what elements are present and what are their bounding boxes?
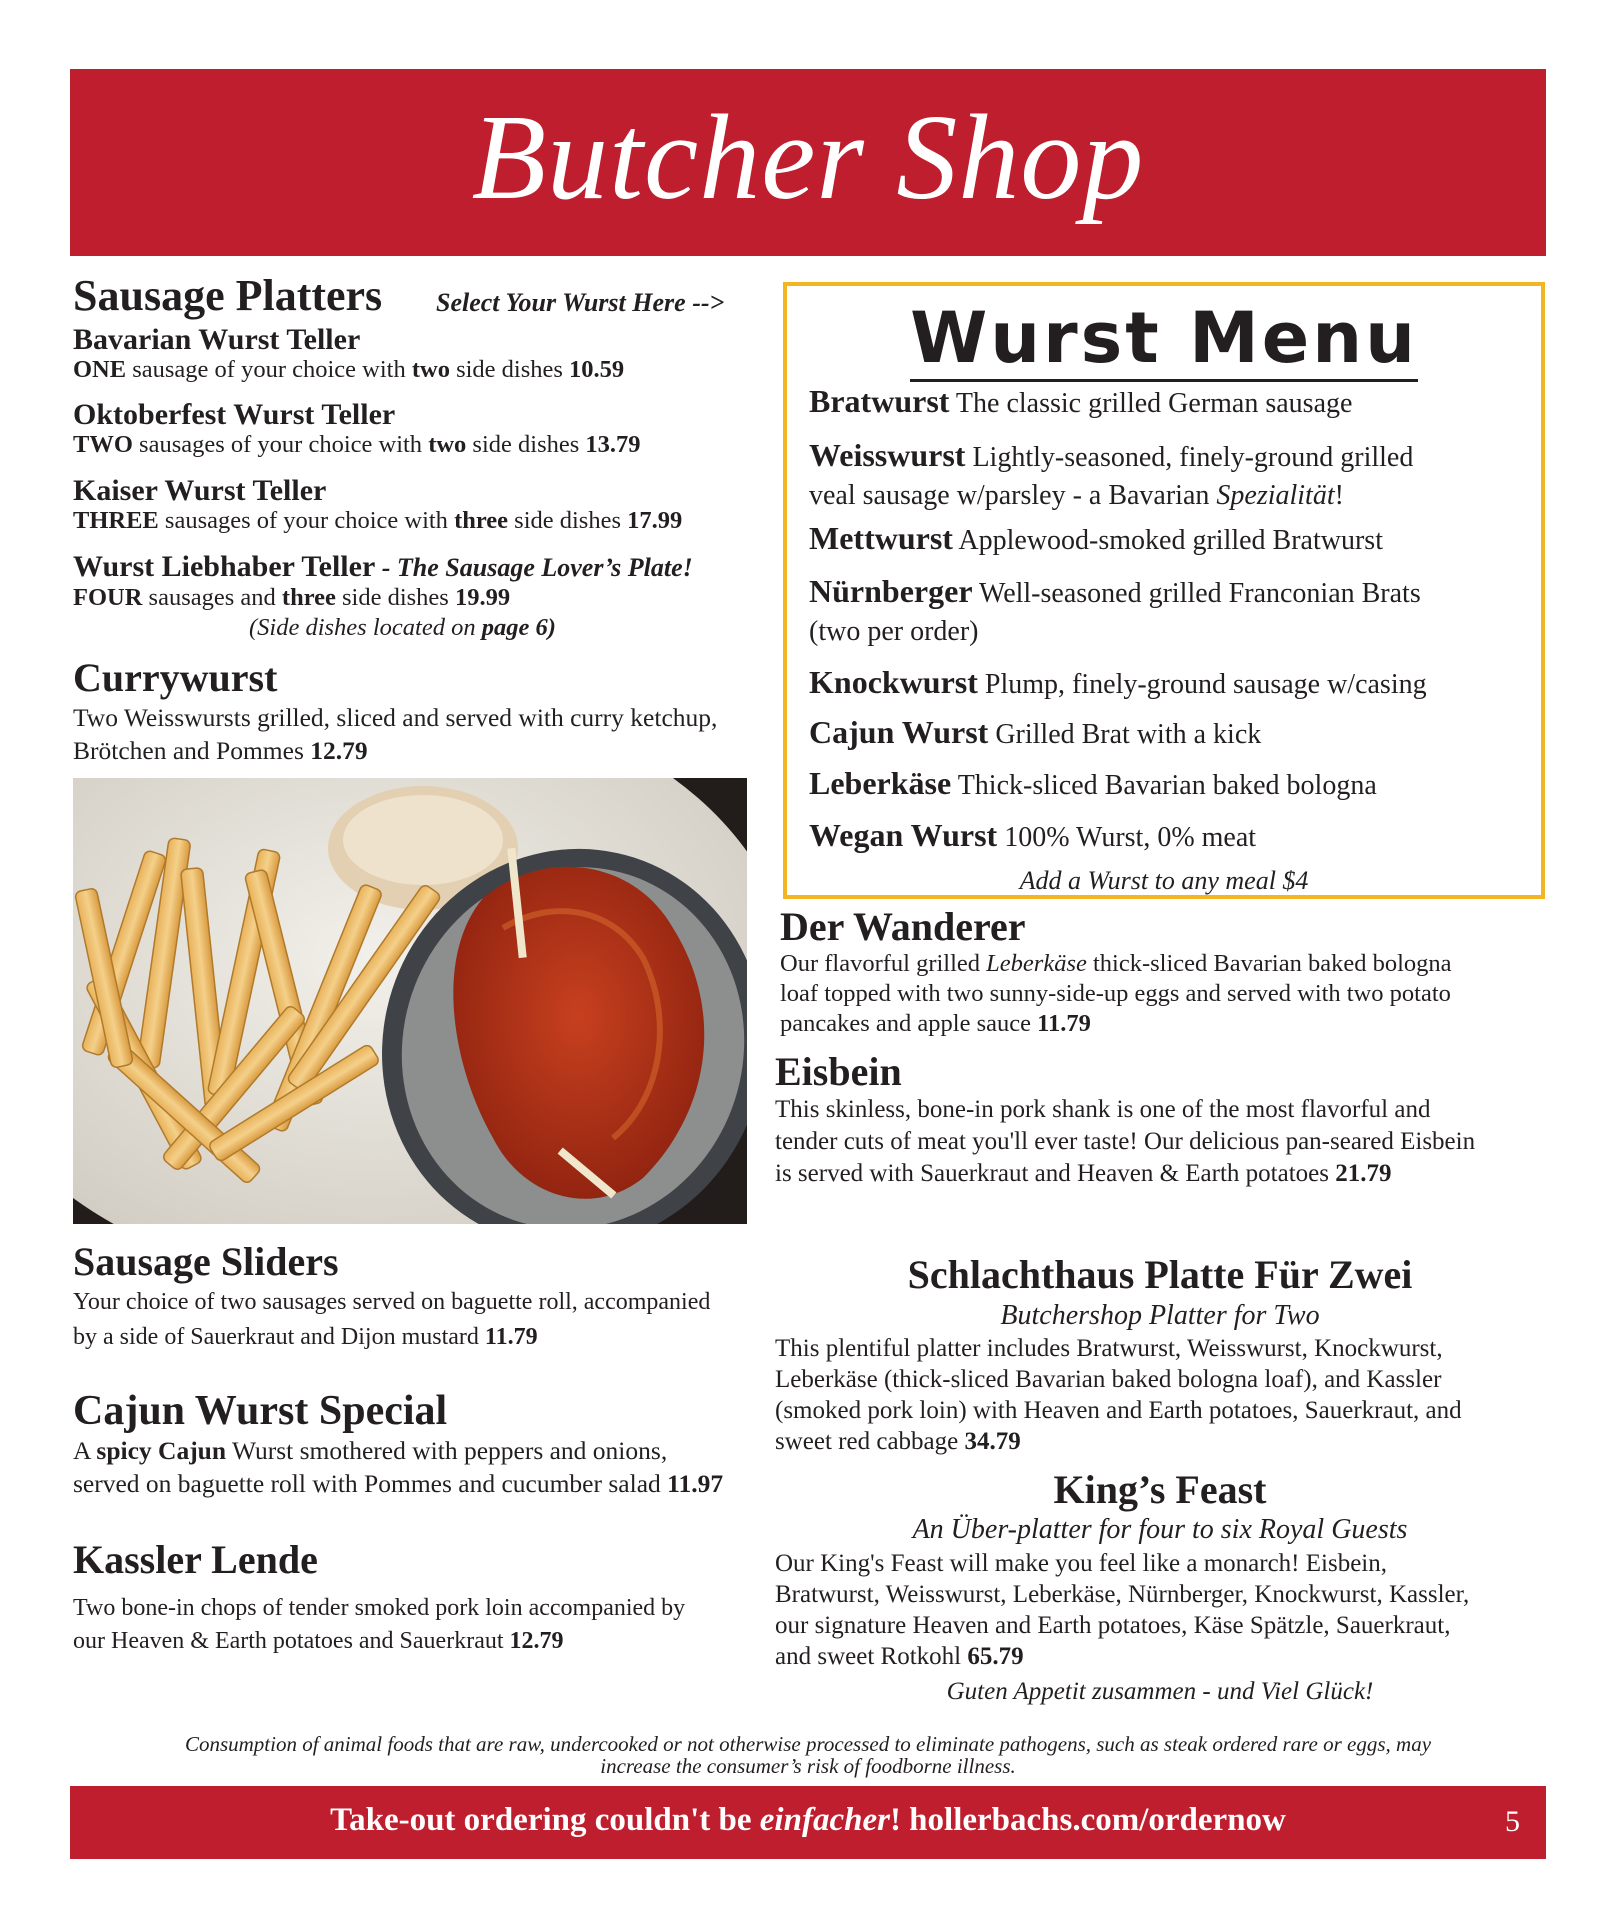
cajun-special-section [73, 1388, 793, 1500]
schlachthaus-section [775, 1253, 1545, 1457]
footer-text-italic: einfacher [759, 1802, 890, 1838]
wurst-desc: The classic grilled German sausage [949, 388, 1353, 419]
kassler-title: Kassler Lende [73, 1537, 318, 1582]
kings-subtitle: An Über-platter for four to six Royal Guests [912, 1514, 1408, 1545]
price: 12.79 [310, 736, 368, 765]
cajun-desc: A [73, 1436, 97, 1465]
wurst-name: Wegan Wurst [809, 817, 998, 853]
wurst-name: Cajun Wurst [809, 714, 989, 750]
footer-text-pre: Take-out ordering couldn't be [330, 1802, 760, 1838]
platter-sides: two [428, 431, 467, 458]
header-banner [70, 69, 1546, 256]
schlachthaus-title: Schlachthaus Platte Für Zwei [907, 1252, 1413, 1297]
wurst-item-cajun [809, 713, 1529, 754]
kings-desc-3: our signature Heaven and Earth potatoes, Käse Spätzle, Sauerkraut, [775, 1612, 1451, 1639]
kings-desc-4: and sweet Rotkohl [775, 1643, 968, 1670]
der-wanderer-section [780, 905, 1550, 1039]
currywurst-food-image [73, 778, 747, 1224]
wurst-menu-box [783, 282, 1545, 899]
kings-desc-2: Bratwurst, Weisswurst, Leberkäse, Nürnberger, Knockwurst, Kassler, [775, 1581, 1470, 1608]
add-wurst-note: Add a Wurst to any meal $4 [1019, 866, 1309, 895]
platter-desc-end: side dishes [335, 584, 455, 611]
wurst-item-mettwurst [809, 519, 1529, 560]
platter-name: Wurst Liebhaber Teller [73, 550, 376, 583]
wurst-item-wegan [809, 816, 1529, 857]
wurst-name: Mettwurst [809, 520, 953, 556]
footer-text-url: ! hollerbachs.com/ordernow [889, 1802, 1286, 1838]
platter-desc: sausages of your choice with [158, 507, 455, 534]
platter-item [73, 551, 793, 643]
price: 11.97 [667, 1469, 724, 1498]
wanderer-desc-3: pancakes and apple sauce [780, 1010, 1038, 1037]
currywurst-desc-2: Brötchen and Pommes [73, 736, 311, 765]
select-wurst-note: Select Your Wurst Here --> [436, 288, 725, 317]
cajun-desc-end: Wurst smothered with peppers and onions, [226, 1436, 668, 1465]
wurst-desc: Well-seasoned grilled Franconian Brats [972, 578, 1421, 609]
wurst-desc: Thick-sliced Bavarian baked bologna [951, 770, 1377, 801]
platter-desc: sausage of your choice with [126, 356, 412, 383]
wurst-menu-title-text: Wurst Menu [910, 297, 1418, 382]
page-number: 5 [1505, 1805, 1520, 1838]
cajun-desc-bold: spicy Cajun [96, 1436, 227, 1465]
price: 13.79 [585, 431, 641, 458]
eisbein-title: Eisbein [775, 1049, 902, 1094]
price: 11.79 [1037, 1010, 1091, 1037]
currywurst-desc: Two Weisswursts grilled, sliced and served with curry ketchup, [73, 703, 718, 732]
currywurst-photo [73, 778, 747, 1224]
kings-title: King’s Feast [1053, 1467, 1267, 1512]
platter-item [73, 399, 793, 460]
eisbein-section [775, 1050, 1550, 1190]
wurst-item-bratwurst [809, 382, 1529, 423]
schlachthaus-desc: This plentiful platter includes Bratwurst, Weisswurst, Knockwurst, [775, 1335, 1443, 1362]
side-note-page: page 6) [481, 614, 556, 641]
platter-qty: THREE [73, 507, 159, 534]
wanderer-title: Der Wanderer [780, 904, 1026, 949]
kassler-section [73, 1538, 793, 1658]
wurst-item-leberkase [809, 764, 1529, 805]
platter-qty: ONE [73, 356, 127, 383]
wurst-item-weisswurst [809, 436, 1529, 515]
schlachthaus-desc-3: (smoked pork loin) with Heaven and Earth potatoes, Sauerkraut, and [775, 1397, 1462, 1424]
closing-greeting: Guten Appetit zusammen - und Viel Glück! [946, 1678, 1374, 1705]
kassler-desc-2: our Heaven & Earth potatoes and Sauerkraut [73, 1628, 510, 1654]
platter-desc: sausages of your choice with [132, 431, 429, 458]
wurst-desc: Applewood-smoked grilled Bratwurst [952, 525, 1383, 556]
eisbein-desc: This skinless, bone-in pork shank is one of the most flavorful and [775, 1096, 1431, 1123]
side-note-text: (Side dishes located on [249, 614, 482, 641]
schlachthaus-desc-2: Leberkäse (thick-sliced Bavarian baked bologna loaf), and Kassler [775, 1366, 1442, 1393]
currywurst-section [73, 656, 793, 767]
wurst-item-knockwurst [809, 663, 1529, 704]
disclaimer-line: Consumption of animal foods that are raw, undercooked or not otherwise processed to eliminate pathogens, such as steak ordered rare or eggs, may [184, 1732, 1432, 1756]
wurst-desc: Plump, finely-ground sausage w/casing [977, 669, 1427, 700]
platter-name: Kaiser Wurst Teller [73, 474, 327, 507]
page-title: Butcher Shop [471, 90, 1145, 225]
price: 17.99 [627, 507, 683, 534]
platter-desc-end: side dishes [466, 431, 586, 458]
platter-sides: three [281, 584, 336, 611]
schlachthaus-subtitle: Butchershop Platter for Two [1000, 1300, 1320, 1331]
wurst-desc-italic: Spezialität [1216, 480, 1335, 511]
cajun-desc-2: served on baguette roll with Pommes and cucumber salad [73, 1469, 668, 1498]
sliders-desc-2: by a side of Sauerkraut and Dijon mustard [73, 1324, 485, 1350]
platter-name: Bavarian Wurst Teller [73, 323, 361, 356]
currywurst-title: Currywurst [73, 655, 278, 700]
wanderer-desc-end: thick-sliced Bavarian baked bologna [1086, 950, 1452, 977]
price: 21.79 [1335, 1160, 1392, 1187]
wanderer-desc: Our flavorful grilled [780, 950, 987, 977]
sliders-title: Sausage Sliders [73, 1239, 339, 1284]
side-dish-note [249, 613, 793, 643]
section-title: Sausage Platters [73, 271, 383, 320]
platter-sides: two [411, 356, 450, 383]
schlachthaus-desc-4: sweet red cabbage [775, 1428, 965, 1455]
platter-desc-end: side dishes [508, 507, 628, 534]
wanderer-desc-2: loaf topped with two sunny-side-up eggs and served with two potato [780, 980, 1451, 1007]
wurst-desc: 100% Wurst, 0% meat [997, 822, 1257, 853]
eisbein-desc-2: tender cuts of meat you'll ever taste! Our delicious pan-seared Eisbein [775, 1128, 1476, 1155]
kings-feast-section [775, 1468, 1545, 1710]
wurst-desc: Grilled Brat with a kick [988, 719, 1262, 750]
price: 19.99 [454, 584, 511, 611]
sausage-platters-section [73, 272, 793, 322]
wurst-name: Leberkäse [809, 765, 952, 801]
platter-sides: three [454, 507, 509, 534]
wurst-name: Knockwurst [809, 664, 978, 700]
platter-subtitle: - The Sausage Lover’s Plate! [375, 553, 693, 582]
platter-desc-end: side dishes [449, 356, 570, 383]
platter-item [73, 475, 793, 536]
platter-desc: sausages and [142, 584, 282, 611]
wurst-name: Nürnberger [809, 573, 973, 609]
wurst-name: Weisswurst [809, 437, 966, 473]
eisbein-desc-3: is served with Sauerkraut and Heaven & Earth potatoes [775, 1160, 1336, 1187]
wurst-name: Bratwurst [809, 383, 950, 419]
platter-qty: TWO [73, 431, 133, 458]
price: 12.79 [509, 1628, 564, 1654]
platter-name: Oktoberfest Wurst Teller [73, 398, 396, 431]
food-safety-disclaimer [70, 1733, 1546, 1777]
wurst-desc-2: veal sausage w/parsley - a Bavarian [809, 480, 1217, 511]
price: 10.59 [569, 356, 625, 383]
wurst-desc: Lightly-seasoned, finely-ground grilled [965, 442, 1414, 473]
wurst-desc-end: ! [1334, 480, 1344, 511]
wurst-desc-2: (two per order) [809, 616, 979, 647]
price: 11.79 [484, 1324, 538, 1350]
kings-desc: Our King's Feast will make you feel like a monarch! Eisbein, [775, 1550, 1387, 1577]
kassler-desc: Two bone-in chops of tender smoked pork loin accompanied by [73, 1595, 686, 1621]
disclaimer-line-2: increase the consumer’s risk of foodborne illness. [600, 1754, 1016, 1778]
cajun-title: Cajun Wurst Special [73, 1388, 448, 1434]
sliders-desc: Your choice of two sausages served on baguette roll, accompanied [73, 1289, 711, 1315]
price: 65.79 [967, 1643, 1024, 1670]
price: 34.79 [964, 1428, 1021, 1455]
footer-banner [70, 1786, 1546, 1859]
wanderer-desc-italic: Leberkäse [986, 950, 1087, 977]
takeout-ordering-link[interactable] [70, 1800, 1546, 1840]
platter-item [73, 324, 793, 385]
wurst-menu-title [787, 298, 1541, 378]
platter-qty: FOUR [73, 584, 143, 611]
wurst-item-nurnberger [809, 572, 1529, 651]
